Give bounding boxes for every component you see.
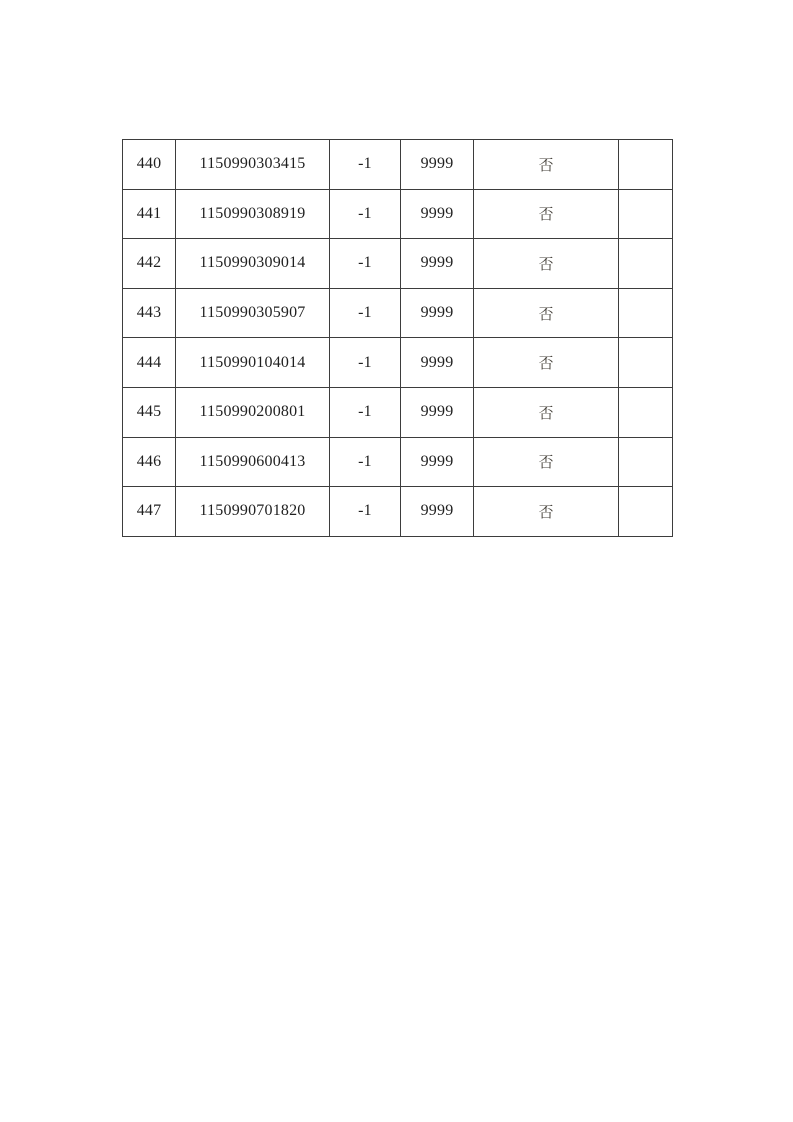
cell-value-limit: 9999: [401, 387, 474, 437]
table-row: [123, 338, 673, 388]
cell-empty: [619, 387, 673, 437]
cell-row-number: 440: [123, 140, 176, 190]
cell-empty: [619, 288, 673, 338]
table-row: [123, 387, 673, 437]
cell-row-number: 445: [123, 387, 176, 437]
cell-row-number: 441: [123, 189, 176, 239]
cell-value-neg: -1: [330, 189, 401, 239]
cell-id-number: 1150990200801: [176, 387, 330, 437]
cell-value-neg: -1: [330, 338, 401, 388]
cell-id-number: 1150990104014: [176, 338, 330, 388]
cell-flag: 否: [474, 239, 619, 289]
cell-flag: 否: [474, 387, 619, 437]
cell-value-limit: 9999: [401, 189, 474, 239]
cell-id-number: 1150990701820: [176, 487, 330, 537]
cell-value-neg: -1: [330, 140, 401, 190]
cell-empty: [619, 338, 673, 388]
table-row: [123, 487, 673, 537]
cell-id-number: 1150990600413: [176, 437, 330, 487]
cell-row-number: 443: [123, 288, 176, 338]
cell-id-number: 1150990309014: [176, 239, 330, 289]
cell-row-number: 447: [123, 487, 176, 537]
cell-empty: [619, 487, 673, 537]
table-row: [123, 437, 673, 487]
cell-value-neg: -1: [330, 437, 401, 487]
cell-flag: 否: [474, 288, 619, 338]
cell-value-limit: 9999: [401, 437, 474, 487]
table-row: [123, 239, 673, 289]
cell-value-neg: -1: [330, 288, 401, 338]
cell-id-number: 1150990305907: [176, 288, 330, 338]
cell-id-number: 1150990308919: [176, 189, 330, 239]
cell-value-neg: -1: [330, 239, 401, 289]
table-row: [123, 189, 673, 239]
cell-value-neg: -1: [330, 487, 401, 537]
cell-value-neg: -1: [330, 387, 401, 437]
cell-empty: [619, 437, 673, 487]
cell-empty: [619, 189, 673, 239]
cell-value-limit: 9999: [401, 239, 474, 289]
cell-flag: 否: [474, 437, 619, 487]
cell-id-number: 1150990303415: [176, 140, 330, 190]
cell-value-limit: 9999: [401, 140, 474, 190]
cell-empty: [619, 239, 673, 289]
table-row: [123, 140, 673, 190]
cell-row-number: 444: [123, 338, 176, 388]
cell-empty: [619, 140, 673, 190]
cell-row-number: 446: [123, 437, 176, 487]
cell-flag: 否: [474, 338, 619, 388]
cell-flag: 否: [474, 487, 619, 537]
table-row: [123, 288, 673, 338]
cell-row-number: 442: [123, 239, 176, 289]
cell-flag: 否: [474, 189, 619, 239]
data-table: [122, 139, 673, 537]
cell-value-limit: 9999: [401, 288, 474, 338]
cell-value-limit: 9999: [401, 338, 474, 388]
cell-value-limit: 9999: [401, 487, 474, 537]
cell-flag: 否: [474, 140, 619, 190]
